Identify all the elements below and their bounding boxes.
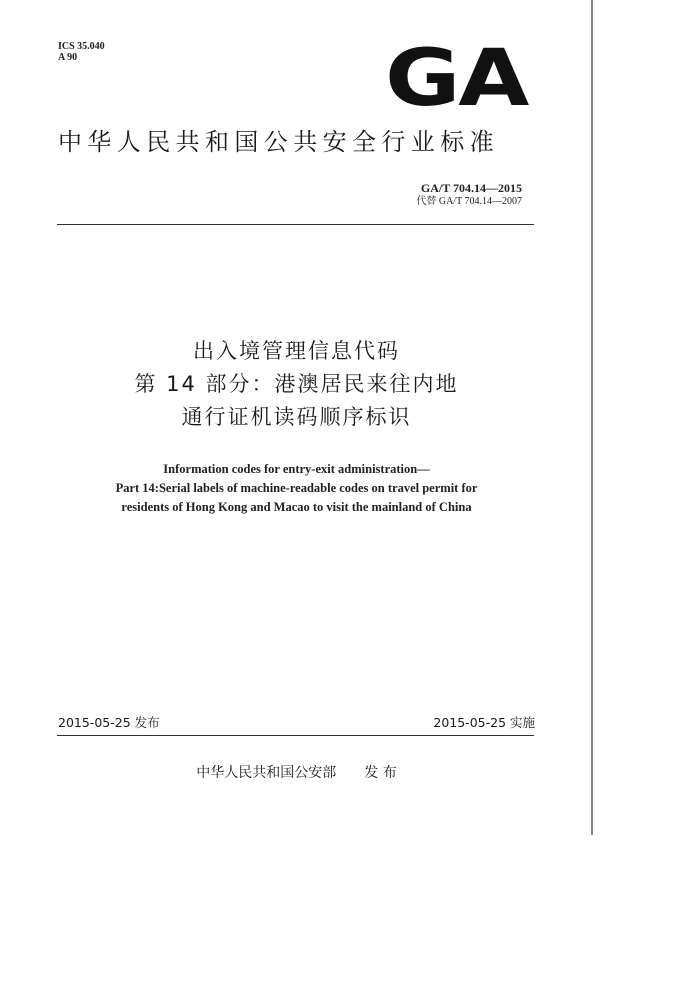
- issuer-name: 中华人民共和国公安部: [196, 765, 337, 781]
- page-edge-line: [591, 0, 593, 835]
- english-title: [58, 460, 535, 517]
- replaces-standard: 代替 GA/T 704.14—2007: [416, 196, 522, 207]
- ics-code: ICS 35.040: [58, 41, 105, 52]
- english-title-line-1: Information codes for entry-exit administration—: [163, 462, 430, 476]
- bottom-divider: [57, 735, 534, 736]
- chinese-title-line-1: 出入境管理信息代码: [193, 339, 400, 363]
- chinese-title-line-3: 通行证机读码顺序标识: [181, 405, 412, 429]
- standard-number: GA/T 704.14—2015: [420, 181, 522, 195]
- ccs-code: A 90: [58, 52, 78, 63]
- classification-codes: [58, 41, 105, 63]
- top-divider: [57, 224, 534, 225]
- standard-number-block: [416, 181, 522, 208]
- standard-category-title: 中华人民共和国公共安全行业标准: [58, 128, 499, 156]
- chinese-title: [58, 335, 535, 434]
- chinese-title-line-2: 第 14 部分：港澳居民来往内地: [134, 372, 459, 396]
- implementation-date: 2015-05-25 实施: [433, 715, 535, 730]
- english-title-line-3: residents of Hong Kong and Macao to visit the mainland of China: [121, 500, 472, 514]
- publish-date: 2015-05-25 发布: [58, 715, 160, 730]
- issuer-line: [58, 764, 535, 782]
- english-title-line-2: Part 14:Serial labels of machine-readable codes on travel permit for: [115, 481, 478, 495]
- ga-logo: GA: [385, 34, 528, 124]
- issuer-action: 发 布: [364, 765, 397, 781]
